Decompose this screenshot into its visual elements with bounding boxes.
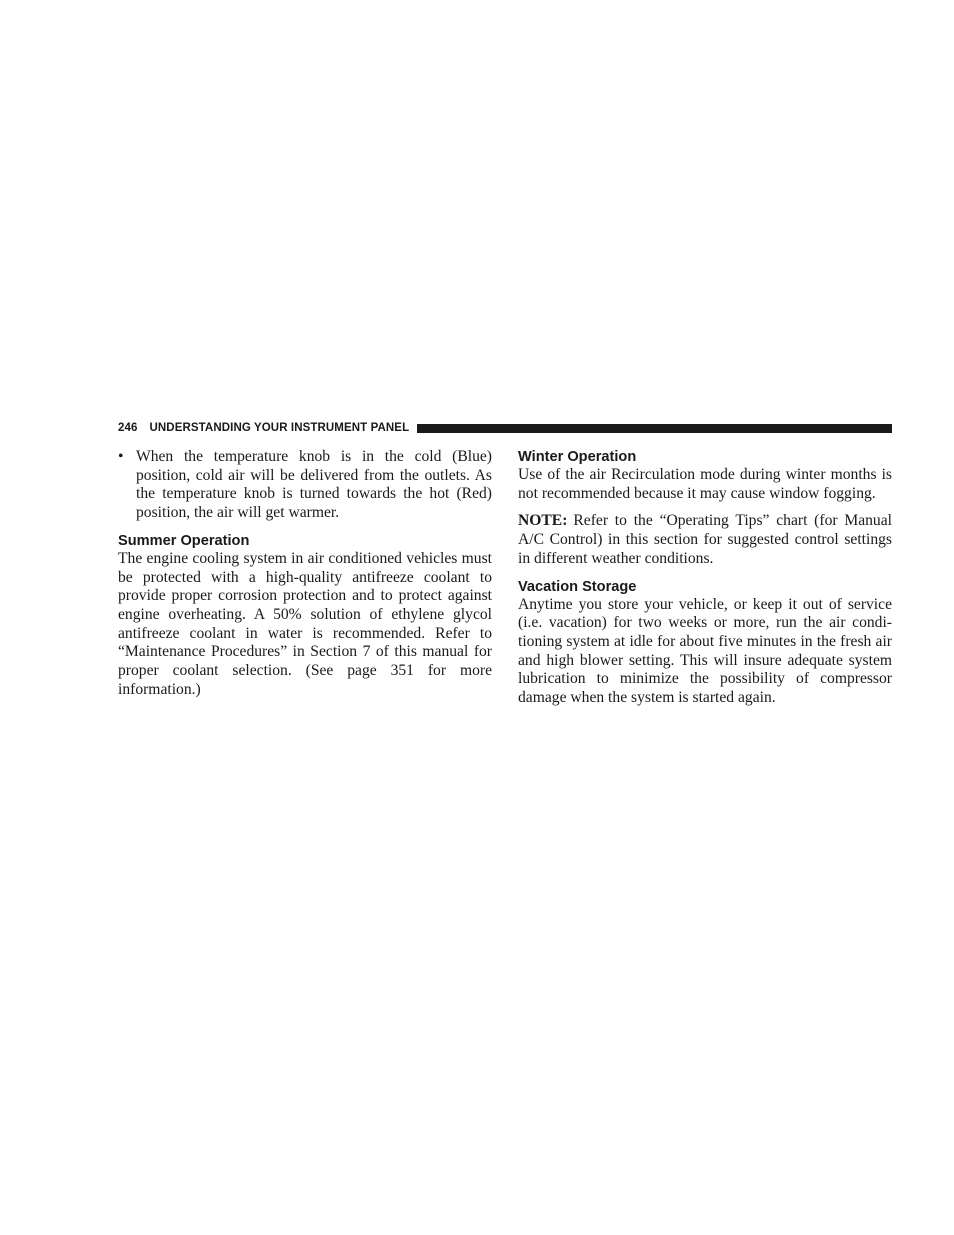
bullet-text: When the temperature knob is in the cold (Blue) position, cold air will be delivered from the outlets. As the temperature knob is turned towards the hot (Red) position, the air will get warmer.: [136, 448, 492, 522]
page-number: 246: [118, 422, 138, 434]
note-paragraph: [518, 512, 892, 568]
header-rule: [417, 424, 892, 433]
note-text: Refer to the “Operating Tips” chart (for Manual A/C Control) in this section for suggested control settings in different weather conditions.: [518, 512, 892, 567]
vacation-storage-body: Anytime you store your vehicle, or keep it out of service (i.e. vacation) for two weeks or more, run the air conditioning system at idle for about five minutes in the fresh air and high blower setting. This will insure adequate system lubrication to minimize the possibility of compressor damage when the system is started again.: [518, 595, 892, 707]
page-header: [118, 420, 892, 436]
spacer: [118, 523, 492, 532]
note-label: NOTE:: [518, 512, 568, 530]
summer-operation-heading: Summer Operation: [118, 532, 250, 549]
section-title: UNDERSTANDING YOUR INSTRUMENT PANEL: [149, 422, 410, 434]
winter-operation-heading: Winter Operation: [518, 449, 637, 465]
summer-operation-body: The engine cooling system in air conditioned vehicles must be protected with a high-quality antifreeze coolant to provide proper corrosion protection and to protect against engine overheating. A 50% solution of ethylene glycol antifreeze coolant in water is recommended. Refer to “Maintenance Procedures” in Section 7 of this manual for proper coolant selection. (See page 351 for more information.): [118, 549, 492, 698]
bullet-marker: •: [118, 448, 124, 465]
winter-operation-body: Use of the air Recirculation mode during winter months is not recommended because it may cause window fogging.: [518, 466, 892, 502]
spacer: [518, 503, 892, 512]
spacer: [518, 569, 892, 578]
right-column: [518, 448, 892, 708]
list-item: [118, 448, 492, 523]
vacation-storage-heading: Vacation Storage: [518, 578, 637, 595]
left-column: [118, 448, 492, 699]
